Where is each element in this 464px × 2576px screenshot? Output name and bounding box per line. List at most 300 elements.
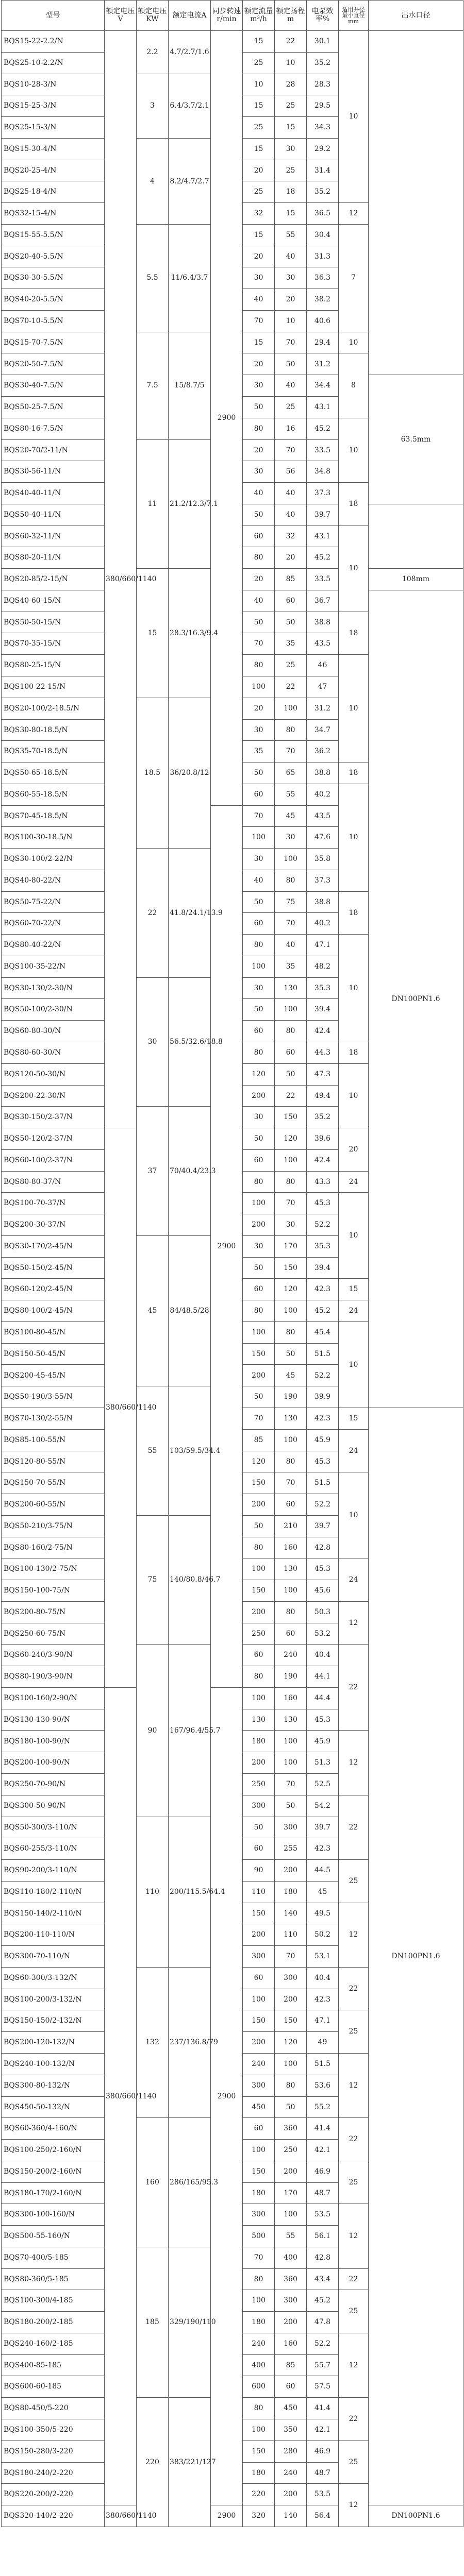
well-diameter-cell: 22 [339,1645,369,1731]
flow-cell: 20 [243,246,275,267]
efficiency-cell: 53.2 [307,1623,339,1645]
head-cell: 35 [275,956,307,977]
flow-cell: 150 [243,1343,275,1365]
well-diameter-cell: 10 [339,1063,369,1128]
model-cell: BQS300-50-90/N [2,1795,105,1817]
model-cell: BQS35-70-18.5/N [2,741,105,762]
header-well-diameter: 适用井径最小直径mm [339,1,369,31]
flow-cell: 80 [243,418,275,439]
flow-cell: 80 [243,547,275,569]
flow-cell: 40 [243,870,275,891]
flow-cell: 150 [243,2161,275,2182]
flow-cell: 40 [243,483,275,504]
current-cell: 200/115.5/64.4 [169,1817,211,1967]
efficiency-cell: 48.2 [307,956,339,977]
model-cell: BQS60-55-18.5/N [2,784,105,805]
efficiency-cell: 45.2 [307,418,339,439]
flow-cell: 40 [243,590,275,612]
table-row [2,31,463,53]
power-cell: 185 [137,2247,169,2397]
model-cell: BQS150-50-45/N [2,1343,105,1365]
head-cell: 85 [275,2354,307,2376]
flow-cell: 20 [243,569,275,590]
flow-cell: 200 [243,1752,275,1774]
head-cell: 170 [275,2182,307,2204]
model-cell: BQS120-50-30/N [2,1063,105,1085]
head-cell: 100 [275,1429,307,1451]
efficiency-cell: 39.4 [307,1257,339,1279]
head-cell: 100 [275,1300,307,1322]
head-cell: 140 [275,1903,307,1924]
efficiency-cell: 40.6 [307,310,339,332]
flow-cell: 80 [243,1171,275,1193]
head-cell: 100 [275,1149,307,1171]
model-cell: BQS80-40-22/N [2,935,105,956]
efficiency-cell: 31.2 [307,353,339,375]
current-cell: 70/40.4/23.3 [169,1107,211,1236]
head-cell: 60 [275,2376,307,2398]
efficiency-cell: 43.1 [307,397,339,418]
head-cell: 45 [275,805,307,827]
well-diameter-cell: 24 [339,1558,369,1602]
head-cell: 300 [275,2290,307,2312]
power-cell: 15 [137,569,169,698]
efficiency-cell: 53.1 [307,1946,339,1968]
efficiency-cell: 47.3 [307,1063,339,1085]
head-cell: 100 [275,698,307,719]
model-cell: BQS250-70-90/N [2,1774,105,1795]
model-cell: BQS15-30-4/N [2,138,105,160]
head-cell: 30 [275,138,307,160]
model-cell: BQS180-240/2-220 [2,2462,105,2484]
head-cell: 30 [275,827,307,849]
current-cell: 21.2/12.3/7.1 [169,439,211,569]
flow-cell: 200 [243,1085,275,1107]
model-cell: BQS20-100/2-18.5/N [2,698,105,719]
efficiency-cell: 51.5 [307,1343,339,1365]
model-cell: BQS50-65-18.5/N [2,762,105,784]
model-cell: BQS180-200/2-185 [2,2312,105,2333]
power-cell: 55 [137,1386,169,1516]
flow-cell: 90 [243,1860,275,1882]
power-cell: 22 [137,849,169,978]
model-cell: BQS30-30-5.5/N [2,267,105,289]
model-cell: BQS80-60-30/N [2,1042,105,1063]
efficiency-cell: 45.9 [307,1731,339,1752]
voltage-cell: 380/660/1140 [105,31,137,1128]
header-eff: 电泵效率% [307,1,339,31]
efficiency-cell: 34.3 [307,117,339,139]
flow-cell: 20 [243,160,275,181]
head-cell: 80 [275,1321,307,1343]
head-cell: 190 [275,1386,307,1408]
flow-cell: 100 [243,956,275,977]
efficiency-cell: 41.4 [307,2118,339,2140]
power-cell: 30 [137,977,169,1107]
head-cell: 22 [275,31,307,53]
model-cell: BQS40-40-11/N [2,483,105,504]
head-cell: 40 [275,246,307,267]
flow-cell: 15 [243,95,275,117]
outlet-cell: DN100PN1.6 [369,2505,463,2527]
efficiency-cell: 52.2 [307,2333,339,2354]
flow-cell: 32 [243,203,275,225]
efficiency-cell: 47.6 [307,827,339,849]
head-cell: 50 [275,1343,307,1365]
model-cell: BQS70-10-5.5/N [2,310,105,332]
efficiency-cell: 35.2 [307,1107,339,1128]
efficiency-cell: 51.5 [307,2053,339,2075]
well-diameter-cell: 20 [339,1128,369,1172]
head-cell: 200 [275,2312,307,2333]
well-diameter-cell: 10 [339,418,369,482]
model-cell: BQS80-450/5-220 [2,2398,105,2419]
model-cell: BQS200-110-110/N [2,1924,105,1946]
efficiency-cell: 51.3 [307,1752,339,1774]
head-cell: 30 [275,1214,307,1236]
efficiency-cell: 44.5 [307,1860,339,1882]
model-cell: BQS70-35-15/N [2,633,105,655]
model-cell: BQS90-200/3-110/N [2,1860,105,1882]
head-cell: 55 [275,2226,307,2247]
head-cell: 15 [275,117,307,139]
flow-cell: 180 [243,2182,275,2204]
current-cell: 84/48.5/28 [169,1235,211,1386]
power-cell: 2.2 [137,31,169,74]
flow-cell: 60 [243,913,275,935]
head-cell: 60 [275,1042,307,1063]
flow-cell: 10 [243,74,275,95]
flow-cell: 25 [243,52,275,74]
model-cell: BQS40-60-15/N [2,590,105,612]
efficiency-cell: 45.4 [307,1321,339,1343]
header-speed: 同步转速r/min [211,1,243,31]
head-cell: 50 [275,1063,307,1085]
model-cell: BQS80-80-37/N [2,1171,105,1193]
efficiency-cell: 46.9 [307,2161,339,2182]
efficiency-cell: 50.3 [307,1601,339,1623]
flow-cell: 15 [243,138,275,160]
well-diameter-cell: 7 [339,224,369,332]
flow-cell: 100 [243,1989,275,2010]
head-cell: 100 [275,1752,307,1774]
efficiency-cell: 43.1 [307,526,339,547]
flow-cell: 100 [243,1321,275,1343]
efficiency-cell: 40.4 [307,1645,339,1666]
flow-cell: 240 [243,2333,275,2354]
flow-cell: 70 [243,1408,275,1430]
model-cell: BQS320-140/2-220 [2,2505,105,2527]
model-cell: BQS100-130/2-75/N [2,1558,105,1580]
voltage-cell: 380/660/1140 [105,2505,137,2527]
efficiency-cell: 36.3 [307,267,339,289]
efficiency-cell: 40.4 [307,1967,339,1989]
efficiency-cell: 45.2 [307,547,339,569]
flow-cell: 40 [243,289,275,311]
header-row [2,1,463,31]
efficiency-cell: 50.2 [307,1924,339,1946]
efficiency-cell: 43.5 [307,633,339,655]
head-cell: 200 [275,1860,307,1882]
flow-cell: 80 [243,935,275,956]
outlet-cell: DN100PN1.6 [369,590,463,1408]
head-cell: 25 [275,95,307,117]
well-diameter-cell: 25 [339,1860,369,1903]
efficiency-cell: 42.4 [307,1149,339,1171]
head-cell: 56 [275,461,307,483]
table-body [2,31,463,2527]
efficiency-cell: 38.2 [307,289,339,311]
head-cell: 60 [275,590,307,612]
flow-cell: 130 [243,1709,275,1731]
current-cell: 36/20.8/12 [169,698,211,848]
model-cell: BQS100-30-18.5/N [2,827,105,849]
flow-cell: 85 [243,1429,275,1451]
efficiency-cell: 39.7 [307,1515,339,1537]
flow-cell: 30 [243,849,275,870]
model-cell: BQS15-70-7.5/N [2,332,105,353]
flow-cell: 250 [243,1774,275,1795]
efficiency-cell: 44.3 [307,1042,339,1063]
outlet-cell [369,504,463,568]
flow-cell: 150 [243,1472,275,1494]
model-cell: BQS100-250/2-160/N [2,2140,105,2161]
model-cell: BQS40-20-5.5/N [2,289,105,311]
flow-cell: 50 [243,1817,275,1838]
head-cell: 120 [275,1128,307,1150]
model-cell: BQS60-100/2-37/N [2,1149,105,1171]
efficiency-cell: 42.3 [307,1838,339,1860]
speed-cell: 2900 [211,1687,243,2505]
flow-cell: 80 [243,1537,275,1558]
efficiency-cell: 31.2 [307,698,339,719]
model-cell: BQS50-120/2-37/N [2,1128,105,1150]
well-diameter-cell: 22 [339,2398,369,2441]
flow-cell: 20 [243,439,275,461]
flow-cell: 100 [243,1687,275,1709]
current-cell: 28.3/16.3/9.4 [169,569,211,698]
flow-cell: 70 [243,310,275,332]
flow-cell: 25 [243,181,275,203]
efficiency-cell: 45.3 [307,1558,339,1580]
head-cell: 70 [275,1774,307,1795]
head-cell: 65 [275,762,307,784]
efficiency-cell: 52.2 [307,1214,339,1236]
efficiency-cell: 43.4 [307,2268,339,2290]
model-cell: BQS150-280/3-220 [2,2441,105,2462]
voltage-cell: 380/660/1140 [105,1687,137,2505]
model-cell: BQS100-35-22/N [2,956,105,977]
flow-cell: 15 [243,31,275,53]
power-cell: 160 [137,2118,169,2247]
flow-cell: 100 [243,1193,275,1214]
efficiency-cell: 39.7 [307,504,339,526]
head-cell: 40 [275,935,307,956]
head-cell: 55 [275,224,307,246]
flow-cell: 300 [243,2204,275,2226]
flow-cell: 80 [243,2398,275,2419]
efficiency-cell: 48.7 [307,2462,339,2484]
model-cell: BQS100-160/2-90/N [2,1687,105,1709]
efficiency-cell: 47 [307,676,339,698]
flow-cell: 150 [243,1903,275,1924]
head-cell: 10 [275,52,307,74]
model-cell: BQS200-60-55/N [2,1494,105,1516]
power-cell: 7.5 [137,332,169,439]
well-diameter-cell: 10 [339,526,369,612]
model-cell: BQS20-85/2-15/N [2,569,105,590]
well-diameter-cell: 22 [339,1795,369,1859]
efficiency-cell: 55.7 [307,2354,339,2376]
flow-cell: 200 [243,1924,275,1946]
efficiency-cell: 47.8 [307,2312,339,2333]
efficiency-cell: 57.5 [307,2376,339,2398]
model-cell: BQS80-360/5-185 [2,2268,105,2290]
efficiency-cell: 35.8 [307,849,339,870]
head-cell: 150 [275,1257,307,1279]
efficiency-cell: 48.7 [307,2182,339,2204]
model-cell: BQS130-130-90/N [2,1709,105,1731]
efficiency-cell: 38.8 [307,762,339,784]
model-cell: BQS200-30-37/N [2,1214,105,1236]
head-cell: 240 [275,1645,307,1666]
model-cell: BQS150-100-75/N [2,1580,105,1602]
flow-cell: 30 [243,719,275,741]
well-diameter-cell: 12 [339,1731,369,1795]
efficiency-cell: 41.4 [307,2398,339,2419]
model-cell: BQS20-70/2-11/N [2,439,105,461]
head-cell: 80 [275,1021,307,1042]
model-cell: BQS60-300/3-132/N [2,1967,105,1989]
well-diameter-cell: 25 [339,2010,369,2054]
head-cell: 22 [275,676,307,698]
head-cell: 80 [275,1171,307,1193]
efficiency-cell: 42.4 [307,1021,339,1042]
current-cell: 8.2/4.7/2.7 [169,138,211,224]
model-cell: BQS50-100/2-30/N [2,999,105,1021]
flow-cell: 180 [243,2312,275,2333]
well-diameter-cell: 12 [339,2484,369,2527]
power-cell: 18.5 [137,698,169,848]
current-cell: 4.7/2.7/1.6 [169,31,211,74]
efficiency-cell: 44.1 [307,1666,339,1688]
flow-cell: 150 [243,2010,275,2032]
well-diameter-cell: 12 [339,2053,369,2117]
head-cell: 160 [275,1537,307,1558]
head-cell: 22 [275,1085,307,1107]
flow-cell: 20 [243,698,275,719]
model-cell: BQS25-10-2.2/N [2,52,105,74]
efficiency-cell: 49.5 [307,1903,339,1924]
head-cell: 28 [275,74,307,95]
head-cell: 360 [275,2118,307,2140]
current-cell: 167/96.4/55.7 [169,1645,211,1817]
model-cell: BQS100-22-15/N [2,676,105,698]
well-diameter-cell: 10 [339,1193,369,1279]
current-cell: 15/8.7/5 [169,332,211,439]
efficiency-cell: 52.2 [307,1365,339,1386]
efficiency-cell: 30.1 [307,31,339,53]
model-cell: BQS180-170/2-160/N [2,2182,105,2204]
efficiency-cell: 29.2 [307,138,339,160]
flow-cell: 300 [243,1795,275,1817]
head-cell: 25 [275,160,307,181]
power-cell: 11 [137,439,169,569]
model-cell: BQS180-100-90/N [2,1731,105,1752]
head-cell: 150 [275,2010,307,2032]
efficiency-cell: 45.3 [307,1451,339,1472]
well-diameter-cell: 12 [339,1903,369,1967]
voltage-cell: 380/660/1140 [105,1128,137,1688]
model-cell: BQS60-32-11/N [2,526,105,547]
model-cell: BQS20-50-7.5/N [2,353,105,375]
header-model: 型号 [2,1,105,31]
flow-cell: 180 [243,1731,275,1752]
head-cell: 200 [275,1989,307,2010]
power-cell: 5.5 [137,224,169,332]
head-cell: 16 [275,418,307,439]
head-cell: 18 [275,181,307,203]
flow-cell: 300 [243,1946,275,1968]
head-cell: 200 [275,2161,307,2182]
model-cell: BQS100-70-37/N [2,1193,105,1214]
efficiency-cell: 33.5 [307,569,339,590]
model-cell: BQS600-60-185 [2,2376,105,2398]
head-cell: 80 [275,1601,307,1623]
flow-cell: 35 [243,741,275,762]
well-diameter-cell: 18 [339,483,369,526]
flow-cell: 110 [243,1881,275,1903]
model-cell: BQS200-22-30/N [2,1085,105,1107]
flow-cell: 30 [243,461,275,483]
efficiency-cell: 45.9 [307,1429,339,1451]
head-cell: 110 [275,1924,307,1946]
model-cell: BQS80-160/2-75/N [2,1537,105,1558]
flow-cell: 200 [243,1214,275,1236]
model-cell: BQS40-80-22/N [2,870,105,891]
well-diameter-cell: 22 [339,2268,369,2290]
flow-cell: 150 [243,2441,275,2462]
head-cell: 160 [275,1687,307,1709]
model-cell: BQS50-210/3-75/N [2,1515,105,1537]
head-cell: 45 [275,1365,307,1386]
model-cell: BQS400-85-185 [2,2354,105,2376]
head-cell: 130 [275,1408,307,1430]
flow-cell: 180 [243,2462,275,2484]
model-cell: BQS100-300/4-185 [2,2290,105,2312]
flow-cell: 500 [243,2226,275,2247]
head-cell: 40 [275,483,307,504]
well-diameter-cell: 18 [339,762,369,784]
efficiency-cell: 28.3 [307,74,339,95]
flow-cell: 220 [243,2484,275,2505]
head-cell: 120 [275,2032,307,2054]
flow-cell: 80 [243,2268,275,2290]
model-cell: BQS200-45-45/N [2,1365,105,1386]
power-cell: 3 [137,74,169,138]
efficiency-cell: 33.5 [307,439,339,461]
power-cell: 75 [137,1515,169,1645]
head-cell: 70 [275,913,307,935]
current-cell: 286/165/95.3 [169,2118,211,2247]
head-cell: 15 [275,203,307,225]
head-cell: 120 [275,1279,307,1300]
efficiency-cell: 42.1 [307,2419,339,2441]
head-cell: 100 [275,1580,307,1602]
well-diameter-cell: 24 [339,1300,369,1322]
model-cell: BQS300-100-160/N [2,2204,105,2226]
well-diameter-cell: 12 [339,203,369,225]
